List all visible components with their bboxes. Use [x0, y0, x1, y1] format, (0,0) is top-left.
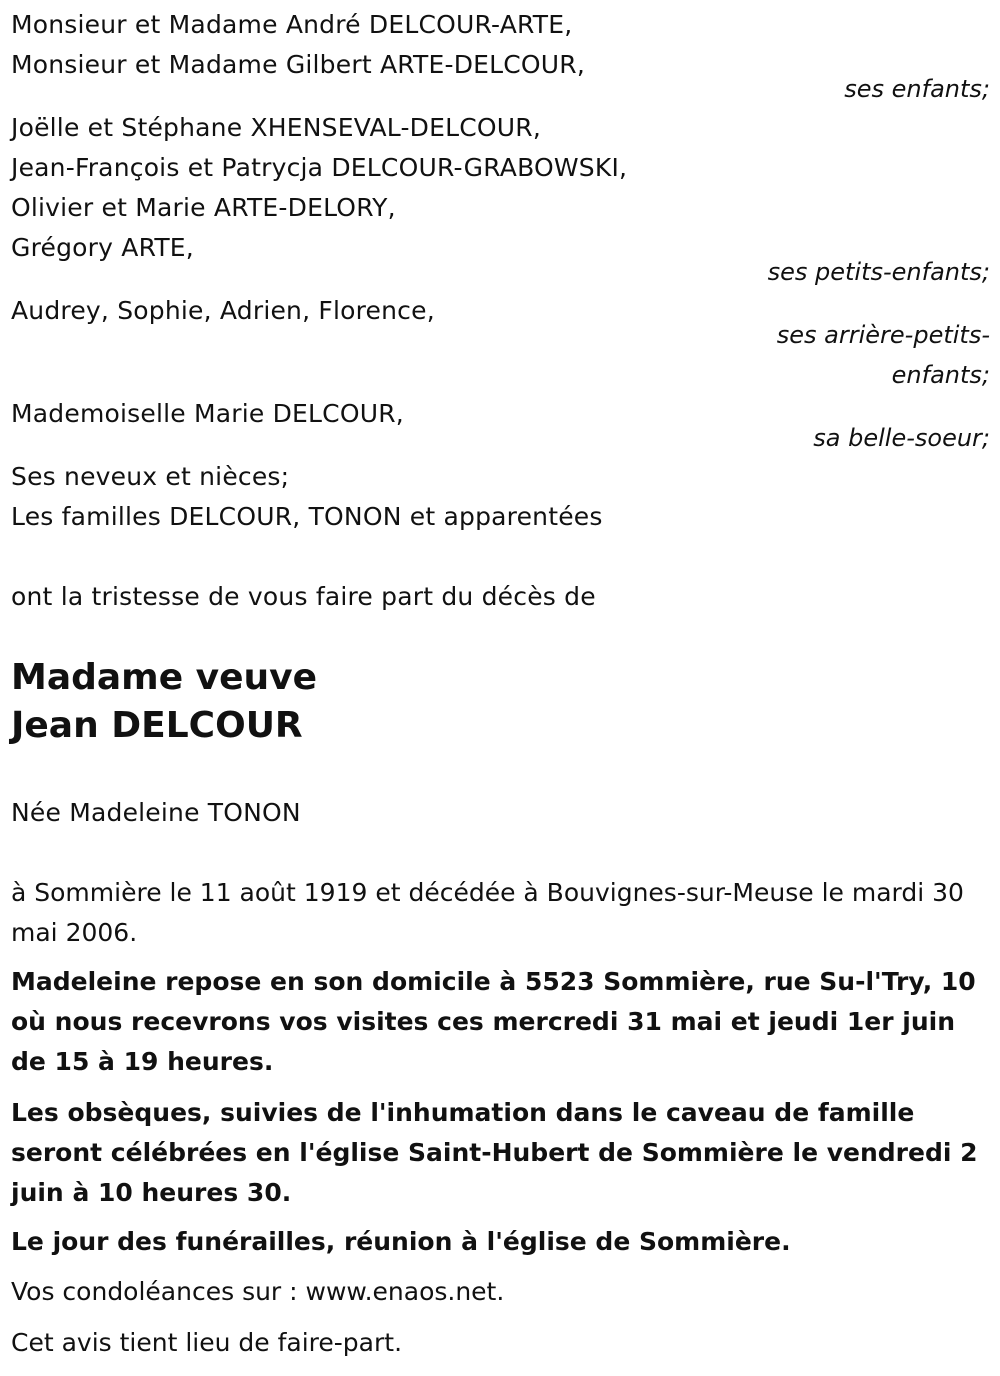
deceased-title-line2: Jean DELCOUR	[11, 705, 303, 746]
funeral-paragraph: Les obsèques, suivies de l'inhumation dans le caveau de famille seront célébrées en l'église Saint-Hubert de Sommière le vendredi 2 juin à 10 heures 30.	[11, 1098, 978, 1207]
great-grandchildren-line: Audrey, Sophie, Adrien, Florence,	[11, 296, 435, 325]
nephews-line: Ses neveux et nièces;	[11, 462, 290, 491]
children-relation-label: ses enfants;	[844, 75, 990, 103]
child-line: Monsieur et Madame Gilbert ARTE-DELCOUR,	[11, 50, 586, 79]
child-line: Monsieur et Madame André DELCOUR-ARTE,	[11, 10, 573, 39]
meeting-paragraph: Le jour des funérailles, réunion à l'église de Sommière.	[11, 1227, 791, 1256]
families-line: Les familles DELCOUR, TONON et apparentées	[11, 502, 603, 531]
sister-in-law-relation-label: sa belle-soeur;	[813, 424, 990, 452]
grandchild-line: Joëlle et Stéphane XHENSEVAL-DELCOUR,	[11, 113, 541, 142]
grandchildren-relation-label: ses petits-enfants;	[767, 258, 990, 286]
grandchild-line: Grégory ARTE,	[11, 233, 194, 262]
great-grandchildren-relation-label: ses arrière-petits-	[776, 321, 990, 349]
birth-name: Née Madeleine TONON	[11, 798, 301, 827]
notice-paragraph: Cet avis tient lieu de faire-part.	[11, 1328, 403, 1357]
announcement-text: ont la tristesse de vous faire part du décès de	[11, 582, 596, 611]
visitation-paragraph: Madeleine repose en son domicile à 5523 Sommière, rue Su-l'Try, 10 où nous recevrons vos visites ces mercredi 31 mai et jeudi 1er juin de 15 à 19 heures.	[11, 967, 976, 1076]
condolences-paragraph: Vos condoléances sur : www.enaos.net.	[11, 1277, 505, 1306]
grandchild-line: Olivier et Marie ARTE-DELORY,	[11, 193, 396, 222]
birth-death-paragraph: à Sommière le 11 août 1919 et décédée à Bouvignes-sur-Meuse le mardi 30 mai 2006.	[11, 878, 964, 947]
deceased-title-line1: Madame veuve	[11, 657, 318, 698]
sister-in-law-line: Mademoiselle Marie DELCOUR,	[11, 399, 404, 428]
great-grandchildren-relation-label-cont: enfants;	[891, 361, 990, 389]
grandchild-line: Jean-François et Patrycja DELCOUR-GRABOWSKI,	[11, 153, 628, 182]
